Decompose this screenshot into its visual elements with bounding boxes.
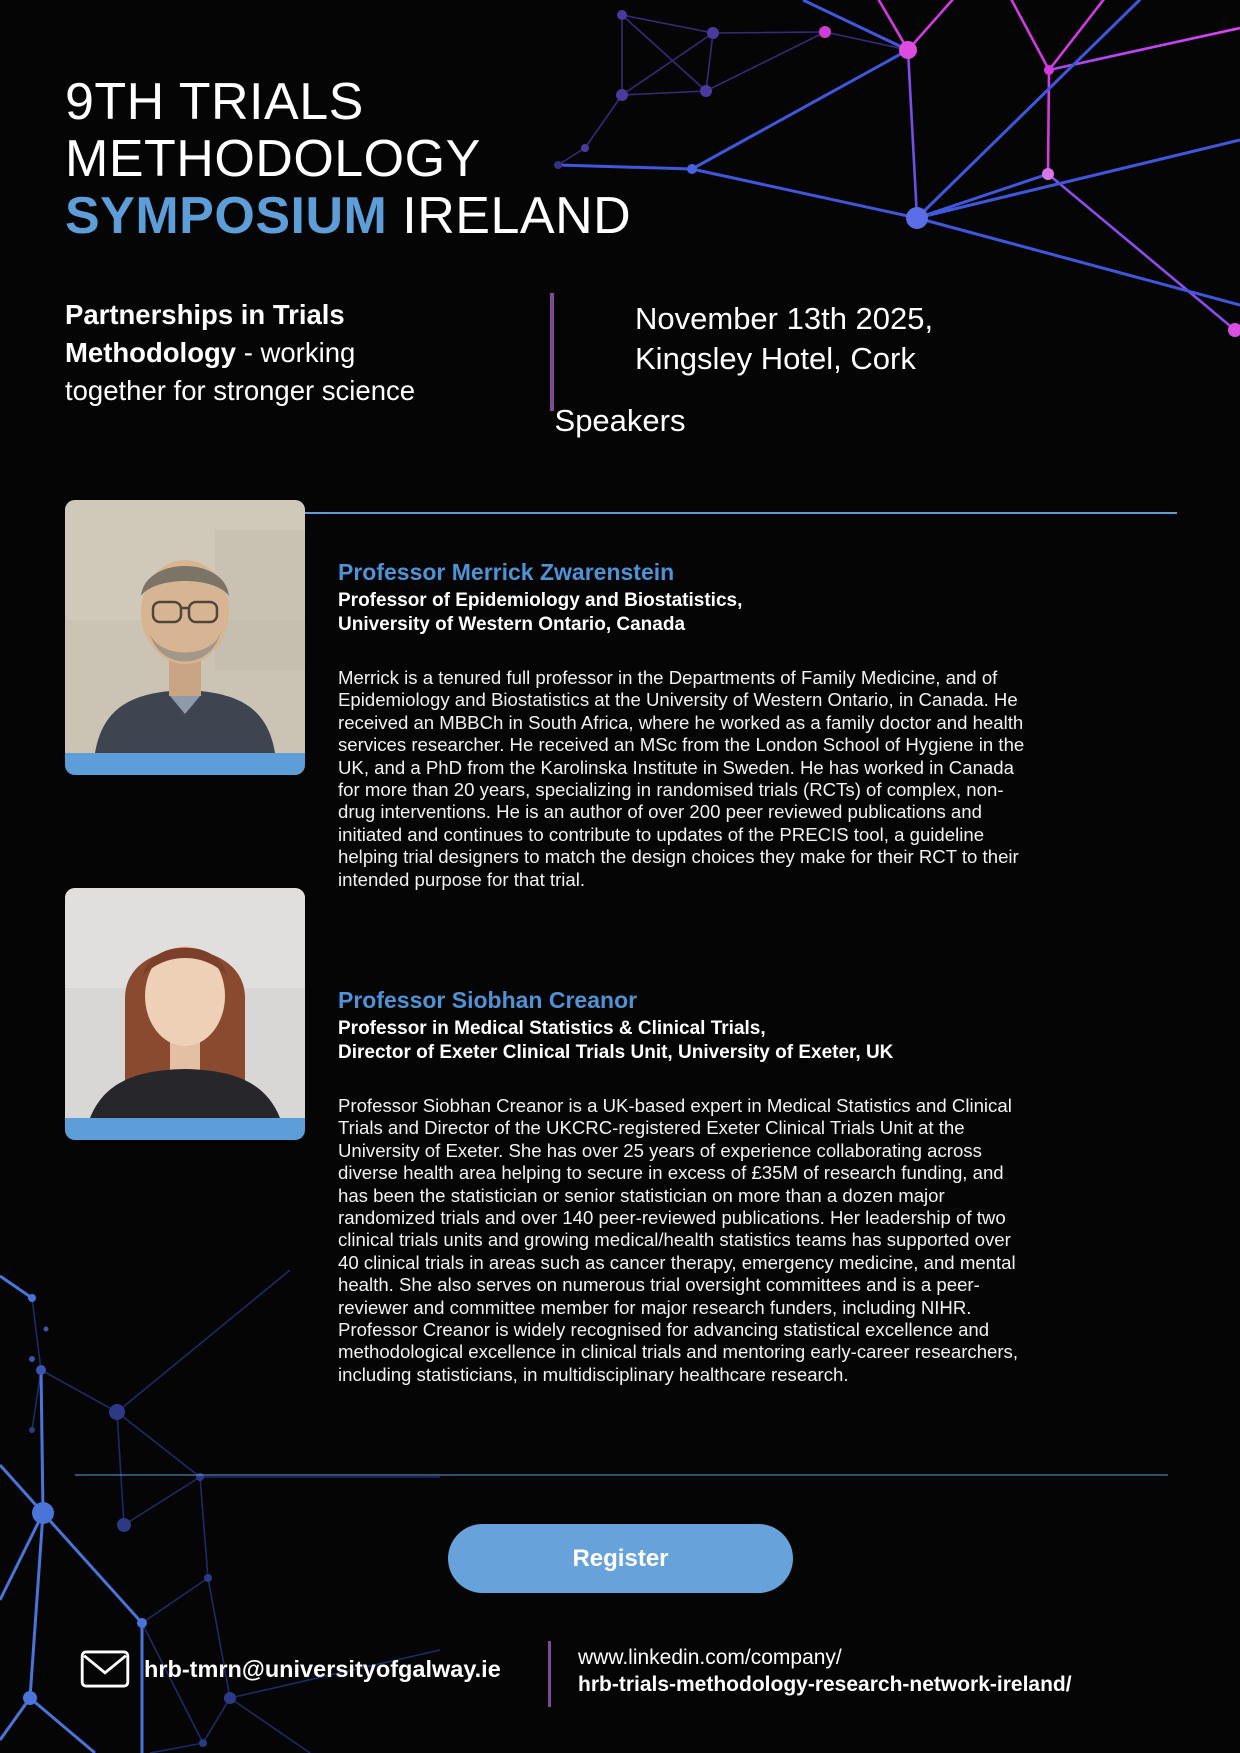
register-button[interactable]: Register [448, 1524, 793, 1593]
linkedin-url[interactable] [578, 1644, 1072, 1698]
speaker-role-2: Director of Exeter Clinical Trials Unit, University of Exeter, UK [338, 1042, 894, 1063]
title-line-2: METHODOLOGY [65, 130, 481, 188]
speaker-photo-merrick-zwarenstein [65, 500, 305, 775]
speaker-bio: Merrick is a tenured full professor in the Departments of Family Medicine, and of Epidemiology and Biostatistics at the University of Western Ontario, in Canada. He received an MBBCh in South Africa, where he worked as a family doctor and health services researcher. He received an MSc from the London School of Hygiene in the UK, and a PhD from the Karolinska Institute in Sweden. He has worked in Canada for more than 20 years, specializing in randomised trials (RCTs) of complex, non-drug interventions. He is an author of over 200 peer reviewed publications and initiated and continues to contribute to updates of the PRECIS tool, a guideline helping trial designers to match the design choices they make for their RCT to their intended purpose for that trial. [338, 667, 1025, 890]
speaker-role-2: University of Western Ontario, Canada [338, 614, 686, 635]
portrait-man-icon [65, 500, 305, 753]
speaker-bio: Professor Siobhan Creanor is a UK-based expert in Medical Statistics and Clinical Trials and Director of the UKCRC-registered Exeter Clinical Trials Unit at the University of Exeter. She has over 25 years of experience collaborating across diverse health area helping to secure in excess of £35M of research funding, and has been the statistician or senior statistician on more than a dozen major randomized trials and over 140 peer-reviewed publications. Her leadership of two clinical trials units and growing medical/health statistics teams has supported over 40 clinical trials in areas such as cancer therapy, emergency medicine, and mental health. She also serves on numerous trial oversight committees and is a peer-reviewer and committee member for major research funders, including NIHR. Professor Creanor is widely recognised for advancing statistical excellence and methodological excellence in clinical trials and mentoring early-career researchers, including statisticians, in multidisciplinary healthcare research. [338, 1095, 1019, 1385]
contact-email[interactable]: hrb-tmrn@universityofgalway.ie [144, 1656, 501, 1682]
page-title [65, 74, 631, 245]
title-line-1: 9TH TRIALS [65, 73, 364, 131]
speaker-role-1: Professor in Medical Statistics & Clinical Trials, [338, 1018, 766, 1039]
speaker-photo-siobhan-creanor [65, 888, 305, 1140]
linkedin-url-line-1: www.linkedin.com/company/ [578, 1646, 842, 1669]
purple-divider-vertical [550, 293, 554, 411]
decorative-horizontal-line [75, 1474, 1168, 1476]
event-date-location [635, 299, 933, 379]
portrait-woman-icon [65, 888, 305, 1118]
purple-divider-footer [548, 1641, 551, 1707]
event-venue: Kingsley Hotel, Cork [635, 341, 916, 376]
title-highlight: SYMPOSIUM [65, 187, 388, 245]
photo-accent-bar [65, 1118, 305, 1140]
speaker-block [338, 986, 1034, 1405]
tagline: Partnerships in Trials Methodology - working together for stronger science [65, 299, 416, 406]
linkedin-url-line-2: hrb-trials-methodology-research-network-ireland/ [578, 1673, 1072, 1696]
speaker-role-1: Professor of Epidemiology and Biostatistics, [338, 590, 743, 611]
speaker-name: Professor Merrick Zwarenstein [338, 559, 675, 585]
envelope-icon [80, 1650, 130, 1688]
title-line-3: SYMPOSIUM IRELAND [65, 187, 632, 245]
speaker-name: Professor Siobhan Creanor [338, 987, 638, 1013]
photo-accent-bar [65, 753, 305, 775]
speakers-heading: Speakers [554, 403, 686, 438]
event-date: November 13th 2025, [635, 301, 934, 336]
speaker-block [338, 558, 1034, 910]
